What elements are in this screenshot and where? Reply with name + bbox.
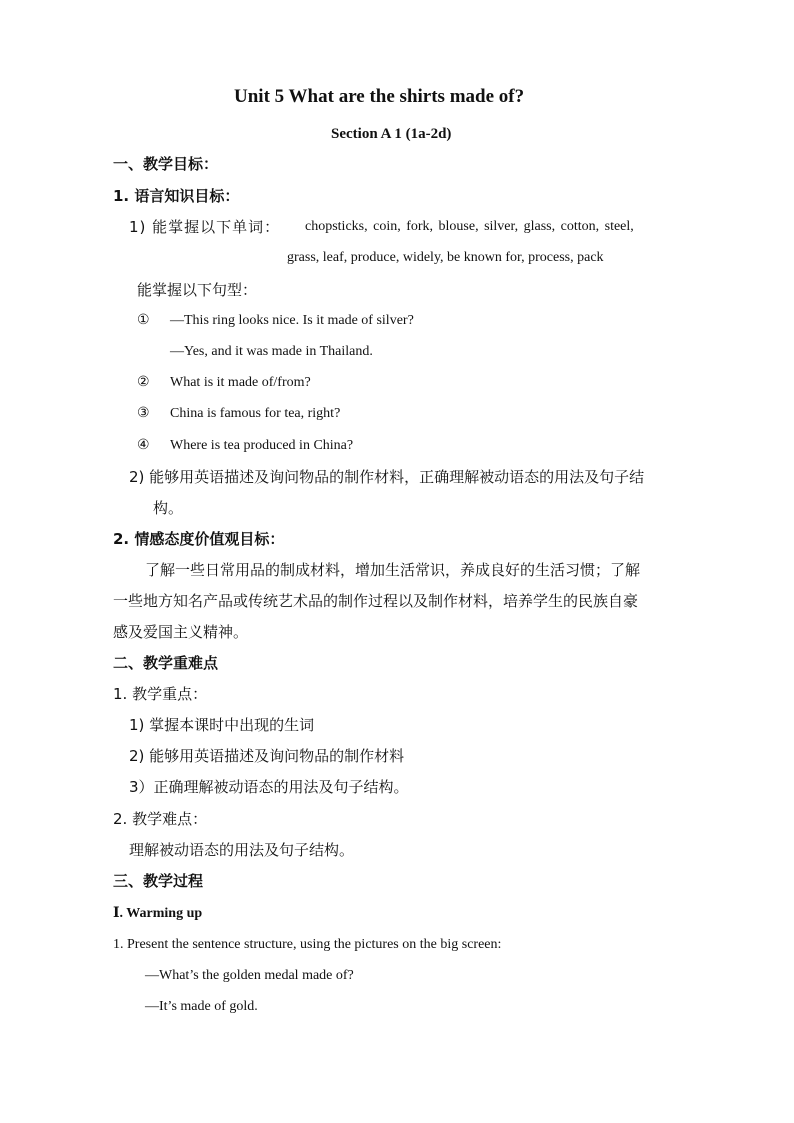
heading-teaching-process: 三、教学过程 xyxy=(113,872,204,890)
difficult-point-text: 理解被动语态的用法及句子结构。 xyxy=(129,841,355,859)
sentence-text: Where is tea produced in China? xyxy=(170,438,354,453)
key-point-item: 1) 掌握本课时中出现的生词 xyxy=(129,716,315,734)
words-line-1: chopsticks, coin, fork, blouse, silver, glass, cotton, steel, xyxy=(305,219,634,234)
warming-up-label: Ⅰ. Warming up xyxy=(113,906,203,921)
sentence-text: —Yes, and it was made in Thailand. xyxy=(170,344,373,359)
sentences-label: 能掌握以下句型： xyxy=(137,281,258,299)
key-point-item: 3）正确理解被动语态的用法及句子结构。 xyxy=(129,778,409,796)
sentence-item xyxy=(137,342,373,362)
label-emotional-goals: 2. 情感态度价值观目标： xyxy=(113,530,285,548)
dialog-line: —What’s the golden medal made of? xyxy=(145,968,354,983)
step-1-text: 1. Present the sentence structure, using the pictures on the big screen: xyxy=(113,937,502,952)
section-subtitle: Section A 1 (1a-2d) xyxy=(331,126,452,142)
words-prefix: 1) 能掌握以下单词： xyxy=(129,218,281,236)
emotional-para-line-1: 了解一些日常用品的制成材料，增加生活常识，养成良好的生活习惯；了解 xyxy=(145,561,641,579)
sentence-number: ① xyxy=(137,313,150,328)
emotional-para-line-3: 感及爱国主义精神。 xyxy=(113,623,249,641)
sentence-number: ② xyxy=(137,375,150,390)
sentence-item xyxy=(137,373,311,393)
sentence-item xyxy=(137,436,353,456)
sentence-text: China is famous for tea, right? xyxy=(170,406,341,421)
label-difficult-points: 2. 教学难点： xyxy=(113,810,208,828)
heading-key-difficult-points: 二、教学重难点 xyxy=(113,654,219,672)
label-language-goals: 1. 语言知识目标： xyxy=(113,187,240,205)
sentence-text: What is it made of/from? xyxy=(170,375,311,390)
heading-teaching-goals: 一、教学目标： xyxy=(113,155,219,173)
point-2-line-1: 2) 能够用英语描述及询问物品的制作材料，正确理解被动语态的用法及句子结 xyxy=(129,468,645,486)
key-point-item: 2) 能够用英语描述及询问物品的制作材料 xyxy=(129,747,405,765)
sentence-text: —This ring looks nice. Is it made of silver? xyxy=(170,313,414,328)
label-key-points: 1. 教学重点： xyxy=(113,685,208,703)
sentence-number: ④ xyxy=(137,438,150,453)
words-line-2: grass, leaf, produce, widely, be known for, process, pack xyxy=(287,250,604,265)
point-2-line-2: 构。 xyxy=(153,499,184,517)
sentence-item xyxy=(137,311,414,331)
sentence-number: ③ xyxy=(137,406,150,421)
page-title: Unit 5 What are the shirts made of? xyxy=(234,86,525,107)
sentence-item xyxy=(137,404,340,424)
dialog-line: —It’s made of gold. xyxy=(145,999,258,1014)
emotional-para-line-2: 一些地方知名产品或传统艺术品的制作过程以及制作材料，培养学生的民族自豪 xyxy=(113,592,639,610)
